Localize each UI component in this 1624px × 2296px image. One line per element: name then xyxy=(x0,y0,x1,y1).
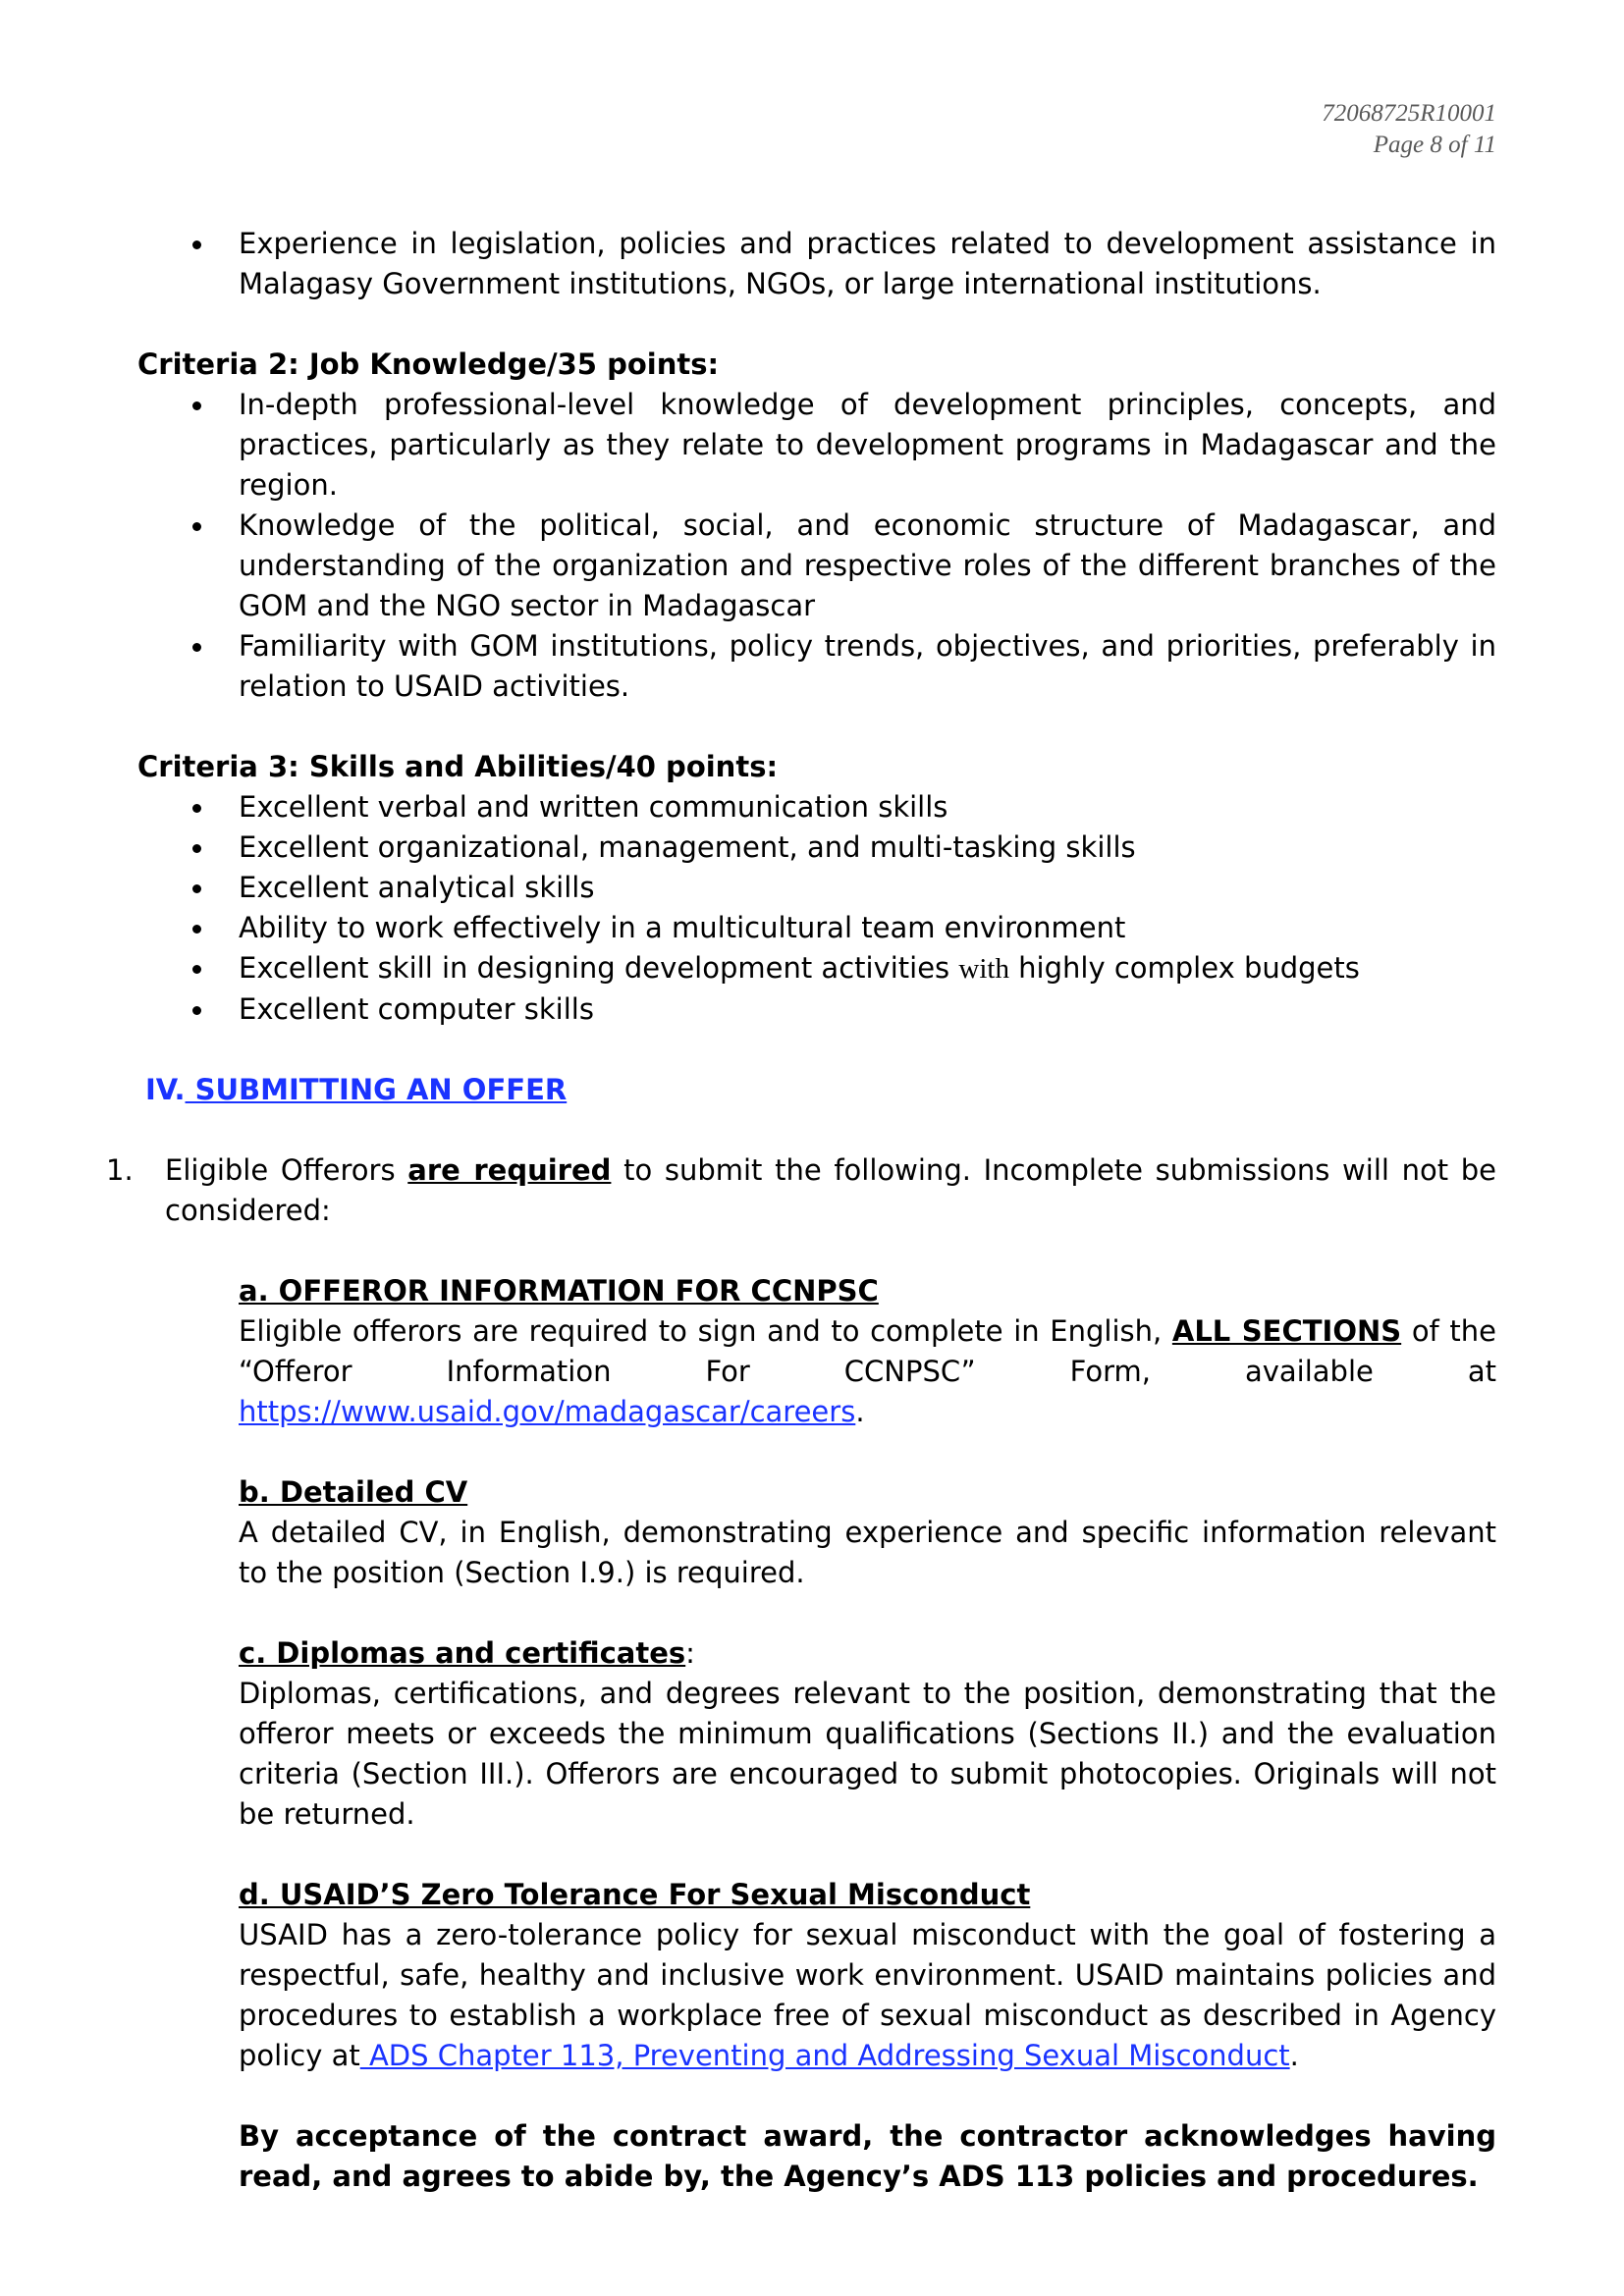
subsection-b xyxy=(239,1472,1496,1593)
subsection-c-heading: c. Diplomas and certificates xyxy=(239,1636,686,1670)
item-text: Eligible Offerors xyxy=(165,1153,408,1187)
subsection-b-heading: b. Detailed CV xyxy=(239,1475,468,1509)
body-text: . xyxy=(1289,2039,1299,2072)
subsection-c-heading-line xyxy=(239,1633,1496,1674)
item-text-with: with xyxy=(958,953,1009,985)
acknowledgement-statement: By acceptance of the contract award, the contractor acknowledges having read, and agrees to abide by, the Agency’s ADS 113 policies and procedures. xyxy=(239,2119,1496,2193)
subsection-a-heading: a. OFFEROR INFORMATION FOR CCNPSC xyxy=(239,1274,879,1308)
numbered-item-1 xyxy=(106,1150,1497,1231)
body-text: . xyxy=(855,1395,865,1428)
item-text: highly complex budgets xyxy=(1008,951,1360,985)
list-item: Excellent verbal and written communication skills xyxy=(239,787,1496,828)
careers-link[interactable]: https://www.usaid.gov/madagascar/careers xyxy=(239,1395,856,1428)
emphasis-text: are required xyxy=(407,1153,612,1187)
page-header xyxy=(1322,98,1496,161)
list-item xyxy=(239,948,1496,989)
document-reference: 72068725R10001 xyxy=(1322,100,1496,127)
heading-colon: : xyxy=(685,1636,695,1670)
criteria-2-heading: Criteria 2: Job Knowledge/35 points: xyxy=(137,347,720,381)
section-iv-heading[interactable] xyxy=(145,1070,1496,1110)
list-item: Excellent organizational, management, and multi-tasking skills xyxy=(239,828,1496,868)
subsection-d-heading: d. USAID’S Zero Tolerance For Sexual Misconduct xyxy=(239,1878,1031,1911)
intro-bullet-list xyxy=(137,224,1496,304)
subsection-a-body xyxy=(239,1311,1496,1432)
subsection-b-body: A detailed CV, in English, demonstrating experience and specific information relevant to the position (Section I.9.) is required. xyxy=(239,1516,1496,1589)
criteria-2-list xyxy=(137,385,1496,707)
subsection-c xyxy=(239,1633,1496,1835)
document-body xyxy=(106,224,1497,2197)
item-text: to submit the following. Incomplete submissions will not be considered: xyxy=(165,1153,1497,1227)
subsection-d xyxy=(239,1875,1496,2197)
list-item: Excellent analytical skills xyxy=(239,868,1496,908)
list-item: Knowledge of the political, social, and economic structure of Madagascar, and understanding of the organization and respective roles of the different branches of the GOM and the NGO sector in Madagascar xyxy=(239,506,1496,626)
body-text: USAID has a zero-tolerance policy for sexual misconduct with the goal of fostering a respectful, safe, healthy and inclusive work environment. USAID maintains policies and procedures to establish a workplace free of sexual misconduct as described in Agency policy at xyxy=(239,1918,1496,2072)
section-number: IV. xyxy=(145,1073,186,1106)
emphasis-text: ALL SECTIONS xyxy=(1171,1314,1402,1348)
item-number: 1. xyxy=(106,1153,134,1187)
list-item: In-depth professional-level knowledge of development principles, concepts, and practices, particularly as they relate to development programs in Madagascar and the region. xyxy=(239,385,1496,506)
list-item: Familiarity with GOM institutions, policy trends, objectives, and priorities, preferably in relation to USAID activities. xyxy=(239,626,1496,707)
list-item: Experience in legislation, policies and practices related to development assistance in Malagasy Government institutions, NGOs, or large international institutions. xyxy=(239,224,1496,304)
page-number: Page 8 of 11 xyxy=(1373,132,1496,158)
body-text: Eligible offerors are required to sign and to complete in English, xyxy=(239,1314,1172,1348)
criteria-3-list xyxy=(137,787,1496,1030)
subsection-c-body: Diplomas, certifications, and degrees relevant to the position, demonstrating that the offeror meets or exceeds the minimum qualifications (Sections II.) and the evaluation criteria (Section III.). Offerors are encouraged to submit photocopies. Originals will not be returned. xyxy=(239,1677,1496,1831)
ads-chapter-113-link[interactable]: ADS Chapter 113, Preventing and Addressing Sexual Misconduct xyxy=(359,2039,1290,2072)
list-item: Ability to work effectively in a multicultural team environment xyxy=(239,908,1496,948)
list-item: Excellent computer skills xyxy=(239,989,1496,1030)
criteria-3-heading: Criteria 3: Skills and Abilities/40 points: xyxy=(137,750,779,783)
section-title-link[interactable]: SUBMITTING AN OFFER xyxy=(185,1073,568,1106)
subsection-d-body xyxy=(239,1915,1496,2076)
item-text: Excellent skill in designing development activities xyxy=(239,951,959,985)
body-text: of the “Offeror Information For CCNPSC” Form, available at xyxy=(239,1314,1497,1388)
subsection-a xyxy=(239,1271,1496,1432)
